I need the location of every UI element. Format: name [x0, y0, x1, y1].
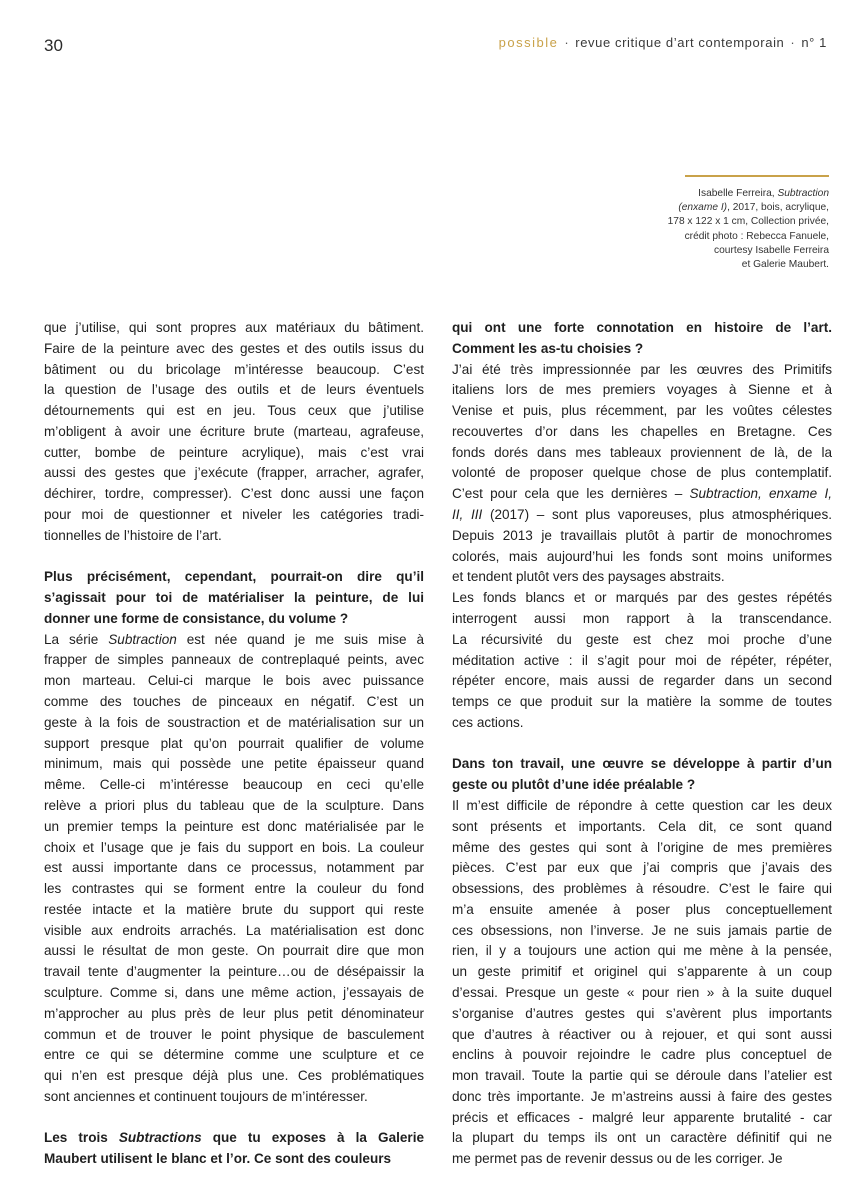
caption-line: (enxame I), 2017, bois, acrylique, — [678, 202, 829, 214]
text-line: la question de l’usage des outils et de leurs éventuels — [44, 382, 424, 398]
text-line: interrogent aussi mon rapport à la transcendance. — [452, 610, 832, 626]
text-line: un premier temps la peinture est donc matérialisée par le — [44, 818, 424, 834]
text-line: temps ce que produit sur la matière la somme de toutes — [452, 694, 832, 710]
text-line: donner une forme de consistance, du volume ? — [44, 610, 349, 626]
text-line: La récursivité du geste est chez moi proche d’une — [452, 631, 832, 647]
text-line: Les trois Subtractions que tu exposes à la Galerie — [44, 1130, 424, 1146]
text-line: sculpture. Comme si, dans une même action, j’essayais de — [44, 984, 424, 1000]
text-line: sont anciennes et continuent toujours de m’intéresser. — [44, 1088, 368, 1104]
text-line: que j’utilise, qui sont propres aux matériaux du bâtiment. — [44, 320, 424, 335]
text-line: la plupart du temps ils ont un caractère définitif qui ne — [452, 1130, 832, 1146]
text-line: s’agissait pour toi de matérialiser la peinture, de lui — [44, 590, 424, 606]
text-line: et tendent plutôt vers des paysages abstraits. — [452, 569, 725, 585]
text-line: m’approcher au plus près de leur plus petit dénominateur — [44, 1005, 424, 1021]
text-line: d’essai. Presque un geste « pour rien » à la suite duquel — [452, 984, 832, 1000]
text-line: J’ai été très impressionnée par les œuvres des Primitifs — [452, 361, 832, 377]
journal-subtitle: revue critique d’art contemporain — [575, 35, 785, 50]
text-line: Maubert utilisent le blanc et l’or. Ce sont des couleurs — [44, 1151, 392, 1167]
text-line: mon travail. Toute la partie qui se déroule dans l’atelier est — [452, 1068, 832, 1084]
text-line: me permet pas de revenir dessus ou de les corriger. Je — [452, 1151, 783, 1167]
text-line: déchirer, tordre, compresser). C’est donc aussi une façon — [44, 486, 424, 502]
text-line: sont présents et importants. Cela dit, ce sont quand — [452, 818, 832, 834]
text-line: La série Subtraction est née quand je me suis mise à — [44, 631, 424, 647]
text-line: détournements qui est en jeu. Tous ceux que j’utilise — [44, 403, 424, 419]
interview-question — [452, 754, 832, 796]
text-line: qui ont une forte connotation en histoire de l’art. — [452, 320, 832, 335]
paragraph-gap — [44, 1108, 424, 1129]
text-line: Faire de la peinture avec des gestes et des outils issus du — [44, 340, 424, 356]
text-line: restée intacte et la matière brute du support qui reste — [44, 901, 424, 917]
text-line: méditation active : il s’agit pour moi de répéter, répéter, — [452, 652, 832, 668]
text-line: mon marteau. Celui-ci marque le bois avec puissance — [44, 673, 424, 689]
text-line: entre ce qui se détermine comme une sculpture et ce — [44, 1047, 424, 1063]
interview-question — [452, 318, 832, 360]
text-line: aussi le résultat de mon geste. On pourrait dire que mon — [44, 943, 424, 959]
text-line: obsessions, des problèmes à résoudre. C’est le faire qui — [452, 881, 832, 897]
text-line: geste à la fois de soustraction et de matérialisation sur un — [44, 714, 424, 730]
text-line: rien, il y a toujours une action qui me mène à la pensée, — [452, 943, 832, 959]
text-line: donc très importante. Je m’astreins aussi à faire des gestes — [452, 1088, 832, 1104]
caption-line: 178 x 122 x 1 cm, Collection privée, — [667, 216, 829, 228]
text-line: même des gestes qui sont à l’origine de mes premières — [452, 839, 832, 855]
text-line: fonds dorés dans mes tableaux proviennent de là, de la — [452, 444, 832, 460]
text-line: pièces. C’est par eux que j’ai compris que j’avais des — [452, 860, 832, 876]
text-line: précis et efficaces - malgré leur apparente brutalité - car — [452, 1109, 832, 1125]
text-line: répéter encore, mais aussi de regarder dans un second — [452, 673, 832, 689]
caption-line: courtesy Isabelle Ferreira — [714, 244, 829, 256]
text-line: italiens lors de mes premiers voyages à Sienne et à — [452, 382, 832, 398]
text-line: comme des touches de pinceaux en négatif. C’est un — [44, 694, 424, 710]
header-separator: · — [564, 35, 570, 50]
text-line: ces actions. — [452, 714, 524, 730]
caption-rule — [685, 175, 829, 177]
text-line: travail tente d’augmenter la peinture…ou de désépaissir la — [44, 964, 424, 980]
right-column — [452, 318, 832, 1170]
text-line: choix et l’usage que je fais du support en bois. La couleur — [44, 839, 424, 855]
text-line: enclins à pouvoir rejoindre le cadre plus conceptuel de — [452, 1047, 832, 1063]
text-line: les contrastes qui se forment entre la couleur du fond — [44, 881, 424, 897]
text-line: bâtiment ou du bricolage m’intéresse beaucoup. C’est — [44, 361, 424, 377]
answer-paragraph — [452, 588, 832, 733]
text-line: support presque plat qu’on pourrait qualifier de volume — [44, 735, 424, 751]
text-line: geste ou plutôt d’une idée préalable ? — [452, 777, 696, 793]
text-line: Venise et puis, plus récemment, par les voûtes célestes — [452, 403, 832, 419]
interview-question — [44, 1128, 424, 1170]
answer-paragraph — [44, 630, 424, 1108]
text-line: visible aux endroits arrachés. La matérialisation est donc — [44, 922, 424, 938]
text-line: minimum, mais qui possède une petite épaisseur quand — [44, 756, 424, 772]
text-line: Les fonds blancs et or marqués par des gestes répétés — [452, 590, 832, 606]
image-caption — [629, 187, 829, 272]
text-line: aussi des gestes que j’exécute (frapper, arracher, agrafer, — [44, 465, 424, 481]
text-line: cutter, bombe de peinture acrylique), mais c’est vrai — [44, 444, 424, 460]
text-line: commun et de trouver le point physique de basculement — [44, 1026, 424, 1042]
text-line: même. Celle-ci m’intéresse beaucoup en ceci qu’elle — [44, 777, 424, 793]
text-line: Il m’est difficile de répondre à cette question car les deux — [452, 797, 832, 813]
text-line: Depuis 2013 je travaillais plutôt à partir de monochromes — [452, 527, 832, 543]
text-line: tionnelles de l’histoire de l’art. — [44, 527, 222, 543]
text-line: C’est pour cela que les dernières – Subtraction, enxame I, — [452, 486, 832, 502]
answer-paragraph — [452, 796, 832, 1170]
text-line: recouvertes d’or dans les chapelles en Bretagne. Ces — [452, 423, 832, 439]
running-header — [499, 35, 827, 50]
answer-paragraph — [44, 318, 424, 547]
left-column — [44, 318, 424, 1170]
interview-question — [44, 567, 424, 629]
text-line: ces obsessions, non l’inverse. Je ne suis jamais partie de — [452, 922, 832, 938]
text-line: m’a ensuite amenée à poser plus conceptuellement — [452, 901, 832, 917]
journal-name: possible — [498, 35, 559, 50]
caption-line: Isabelle Ferreira, Subtraction — [698, 188, 829, 199]
text-line: que d’autres à réactiver ou à rejouer, et qui sont aussi — [452, 1026, 832, 1042]
page-number: 30 — [44, 36, 63, 55]
text-line: frapper de simples panneaux de contreplaqué peints, avec — [44, 652, 424, 668]
text-line: est aussi importante dans ce processus, notamment par — [44, 860, 424, 876]
paragraph-gap — [452, 734, 832, 755]
text-line: II, III (2017) – sont plus vaporeuses, plus atmosphériques. — [452, 507, 832, 523]
paragraph-gap — [44, 547, 424, 568]
text-line: Plus précisément, cependant, pourrait-on dire qu’il — [44, 569, 424, 585]
caption-line: crédit photo : Rebecca Fanuele, — [684, 230, 829, 242]
issue-number: n° 1 — [801, 35, 827, 50]
text-line: Comment les as-tu choisies ? — [452, 340, 644, 356]
text-line: s’organise d’autres gestes qui s’avèrent plus importants — [452, 1005, 832, 1021]
text-line: un geste primitif et originel qui s’apparente à un coup — [452, 964, 832, 980]
text-line: qui n’en est presque déjà plus une. Ces problématiques — [44, 1068, 424, 1084]
header-separator-2: · — [790, 35, 796, 50]
text-line: pour moi de questionner et niveler les catégories tradi- — [44, 507, 424, 523]
answer-paragraph — [452, 360, 832, 589]
text-line: volonté de proposer quelque chose de plus contemplatif. — [452, 465, 832, 481]
text-line: relève a priori plus du tableau que de la sculpture. Dans — [44, 797, 424, 813]
text-line: Dans ton travail, une œuvre se développe à partir d’un — [452, 756, 832, 772]
text-line: colorés, mais aujourd’hui les fonds sont moins uniformes — [452, 548, 832, 564]
caption-line: et Galerie Maubert. — [741, 259, 829, 271]
text-line: m’obligent à avoir une écriture brute (marteau, agrafeuse, — [44, 423, 424, 439]
